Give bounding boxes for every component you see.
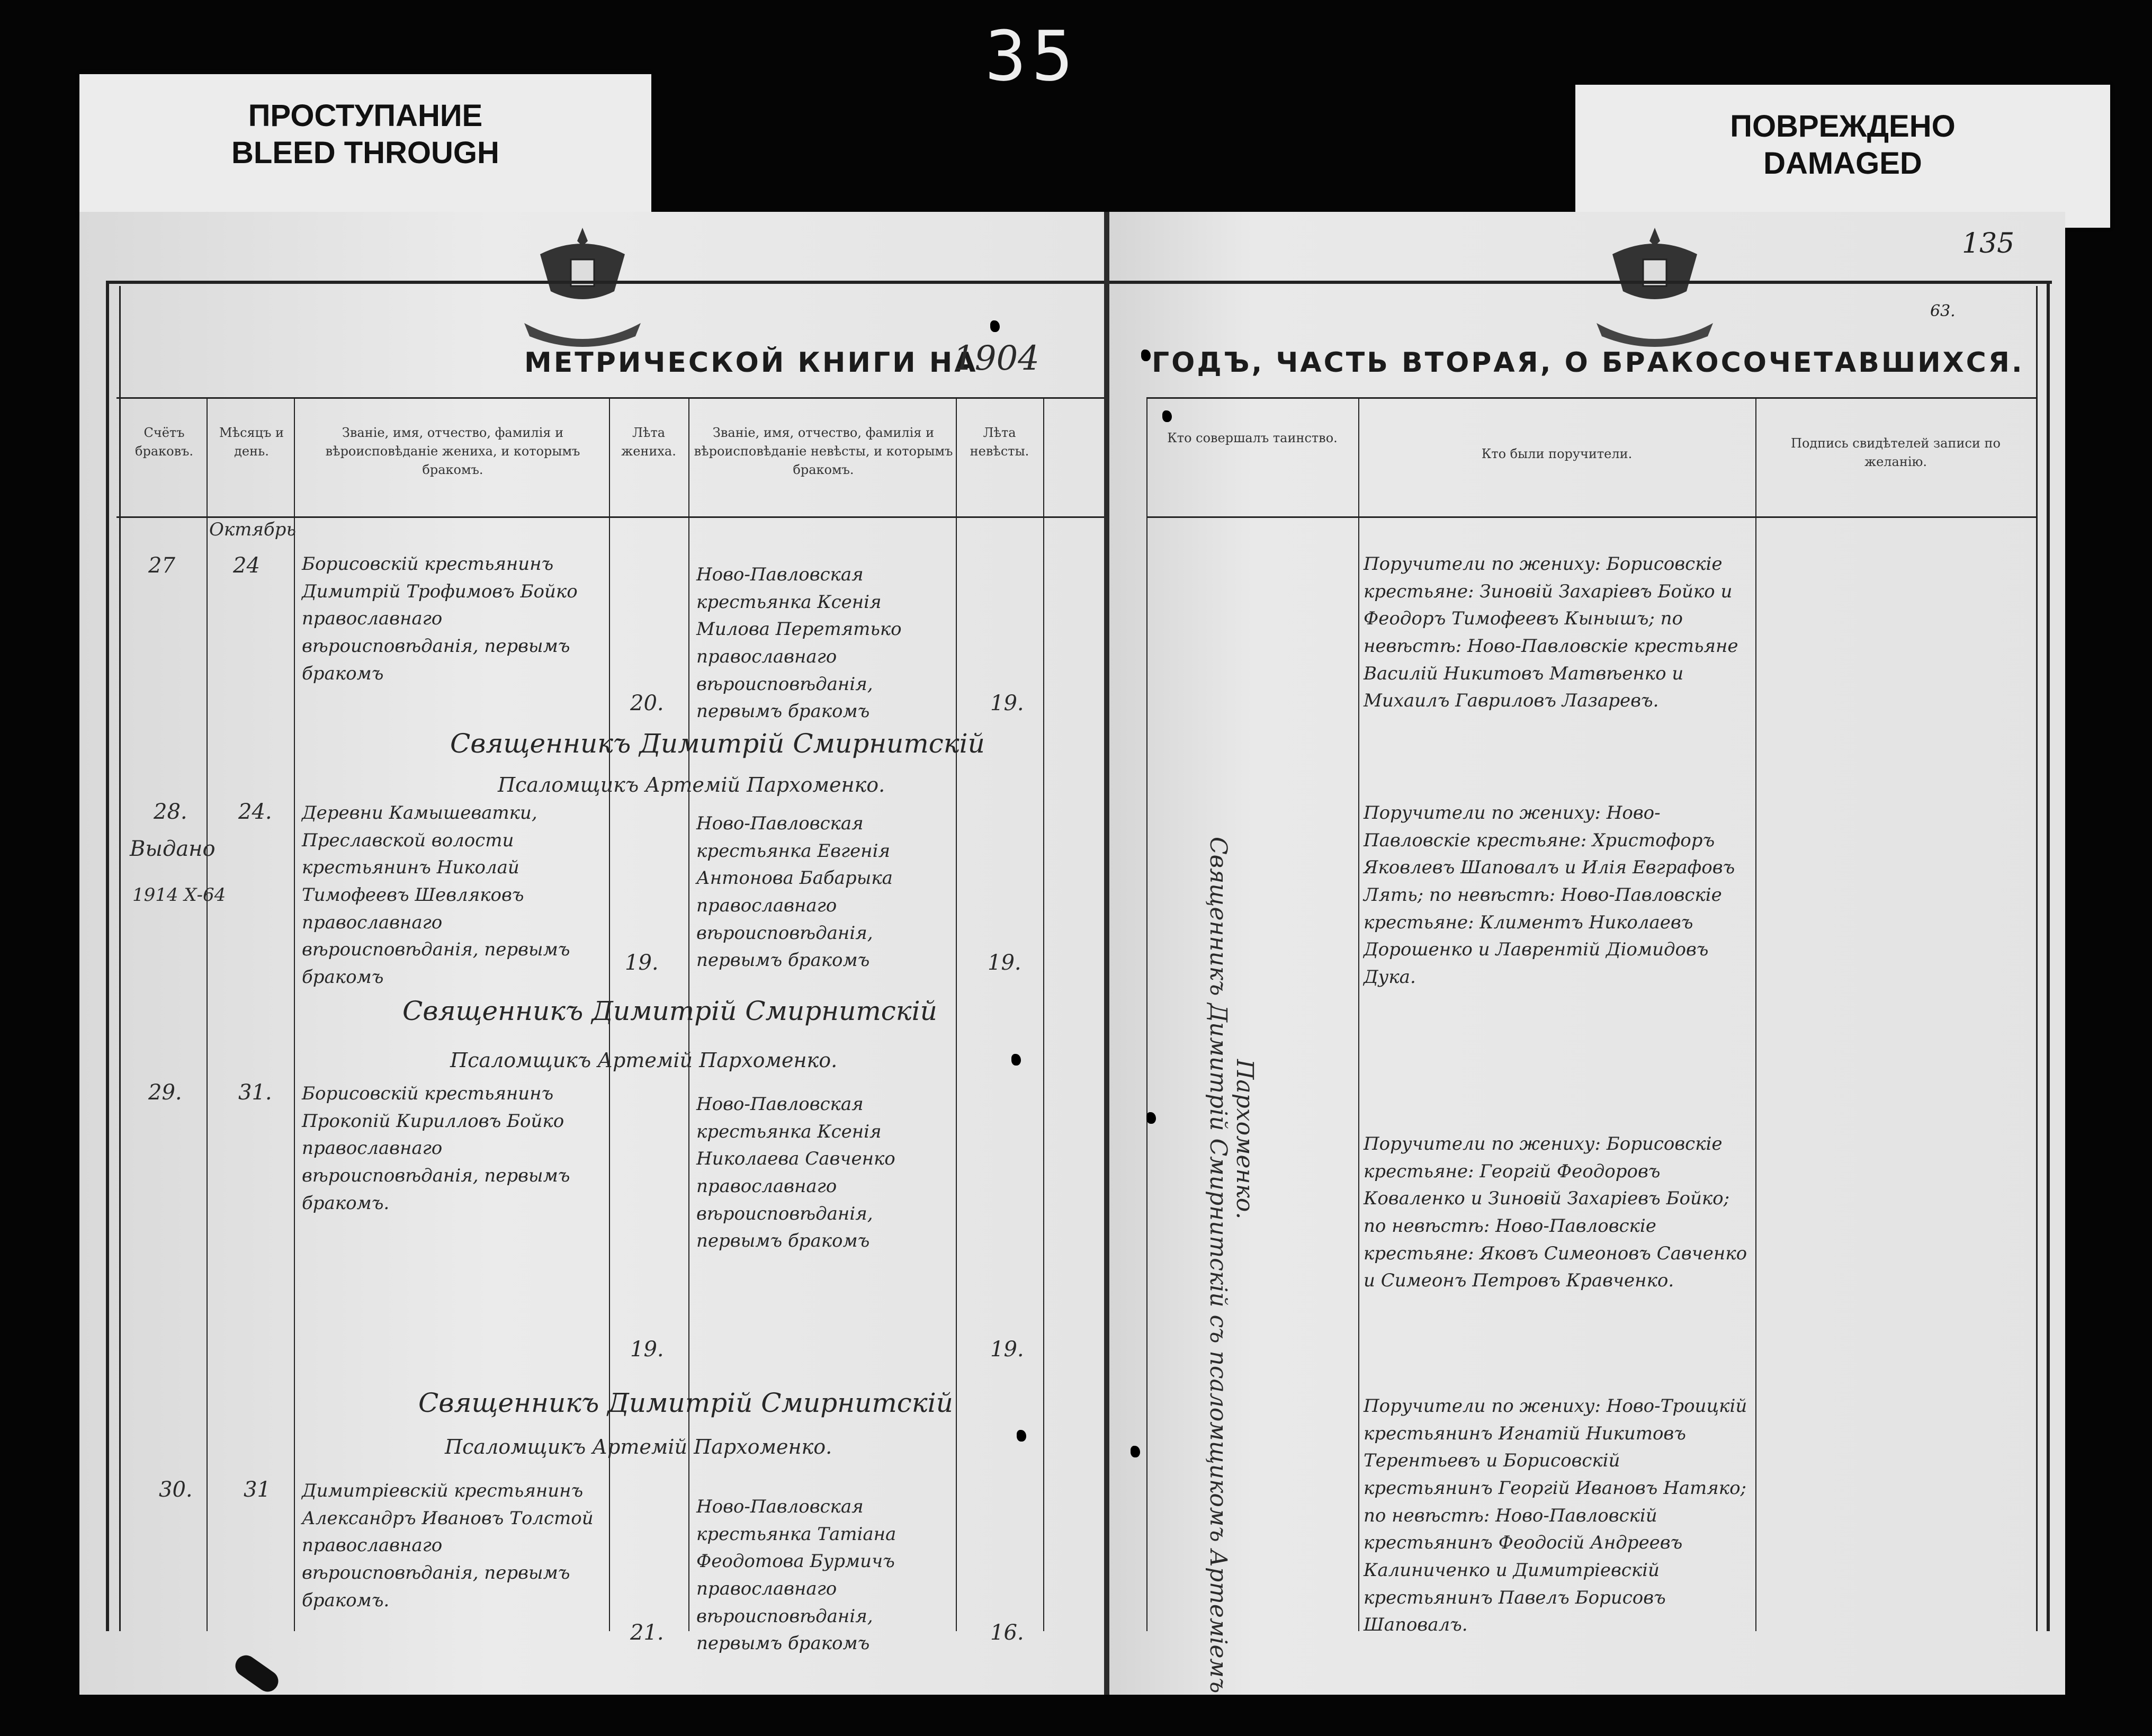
register-year: 1904 <box>953 339 1039 378</box>
heading-right: ГОДЪ, ЧАСТЬ ВТОРАЯ, О БРАКОСОЧЕТАВШИХСЯ. <box>1152 347 2024 379</box>
guarantors-text: Поручители по жениху: Ново-Павловскіе крестьяне: Христофоръ Яковлевъ Шаповалъ и Илія Евграфовъ Лять; по невѣстѣ: Ново-Павловскіе крестьяне: Климентъ Николаевъ Дорошенко и Лаврентій Діомидовъ Дука. <box>1364 802 1735 988</box>
groom-age: 19. <box>630 1337 664 1362</box>
damaged-label-en: DAMAGED <box>1763 146 1922 181</box>
bleed-through-label-ru: ПРОСТУПАНИЕ <box>248 99 483 133</box>
page-damage <box>1017 1430 1026 1442</box>
groom-text: Борисовскій крестьянинъ Димитрій Трофимовъ Бойко православнаго вѣроисповѣданія, первымъ бракомъ <box>302 553 578 684</box>
entry-no: 28. <box>154 800 187 824</box>
damaged-label-ru: ПОВРЕЖДЕНО <box>1730 109 1956 144</box>
entry-no: 27 <box>148 553 175 578</box>
bleed-through-label-en: BLEED THROUGH <box>231 136 499 170</box>
entry-no: 29. <box>148 1080 182 1105</box>
priest-signature: Священникъ Димитрій Смирнитскій <box>418 1388 953 1418</box>
groom-text: Борисовскій крестьянинъ Прокопій Кирилловъ Бойко православнаго вѣроисповѣданія, первымъ бракомъ. <box>302 1083 570 1214</box>
guarantors-text: Поручители по жениху: Борисовскіе крестьяне: Георгій Феодоровъ Коваленко и Зиновій Захаріевъ Бойко; по невѣстѣ: Ново-Павловскіе крестьяне: Яковъ Симеоновъ Савченко и Симеонъ Петровъ Кравченко. <box>1364 1133 1747 1292</box>
col-month-day: Мѣсяцъ и день. <box>219 425 284 459</box>
col-signatures: Подпись свидѣтелей записи по желанію. <box>1791 436 2001 469</box>
bride-age: 19. <box>990 1337 1024 1362</box>
groom-age: 19. <box>625 951 659 975</box>
groom-text: Деревни Камышеватки, Преславской волости крестьянинъ Николай Тимофеевъ Шевляковъ православнаго вѣроисповѣданія, первымъ бракомъ <box>302 802 570 988</box>
heading-left: МЕТРИЧЕСКОЙ КНИГИ НА <box>524 347 978 379</box>
register-book <box>64 212 2081 1705</box>
col-priest: Кто совершалъ таинство. <box>1167 431 1338 445</box>
col-marriage-count: Счётъ браковъ. <box>135 425 193 459</box>
imperial-eagle-emblem <box>1581 217 1729 355</box>
archive-number: 35 <box>985 16 1079 96</box>
priest-vertical-text: Священникъ Димитрій Смирнитскій съ псаломщикомъ Артеміемъ <box>1205 837 1232 1694</box>
guarantors-text: Поручители по жениху: Ново-Троицкій крестьянинъ Игнатій Никитовъ Терентьевъ и Борисовскій крестьянинъ Георгій Ивановъ Натяко; по невѣстѣ: Ново-Павловскій крестьянинъ Феодосій Андреевъ Калиниченко и Димитріевскій крестьянинъ Павелъ Борисовъ Шаповалъ. <box>1364 1395 1747 1636</box>
entry-day: 31 <box>244 1478 271 1502</box>
priest-signature: Священникъ Димитрій Смирнитскій <box>402 996 937 1026</box>
col-groom-age: Лѣта жениха. <box>621 425 676 459</box>
left-page <box>79 212 1107 1695</box>
groom-age: 20. <box>630 691 664 715</box>
guarantors-text: Поручители по жениху: Борисовскіе крестьяне: Зиновій Захаріевъ Бойко и Феодоръ Тимофеевъ Кынышъ; по невѣстѣ: Ново-Павловскіе крестьяне Василій Никитовъ Матвѣенко и Михаилъ Гавриловъ Лазаревъ. <box>1364 553 1738 712</box>
page-number: 63. <box>1930 302 1956 320</box>
priest-vertical-surname: Пархоменко. <box>1231 1059 1258 1220</box>
psalmist-signature: Псаломщикъ Артемій Пархоменко. <box>445 1435 832 1458</box>
page-damage <box>1162 410 1172 422</box>
month-label: Октябрь <box>209 519 296 540</box>
issued-note: Выдано <box>130 837 216 861</box>
page-damage <box>990 320 1000 332</box>
entry-day: 24. <box>238 800 272 824</box>
bleed-through-label <box>79 74 651 217</box>
imperial-eagle-emblem <box>508 217 657 355</box>
right-page <box>1109 212 2065 1695</box>
bride-text: Ново-Павловская крестьянка Ксенія Николаева Савченко православнаго вѣроисповѣданія, первымъ бракомъ <box>696 1094 895 1252</box>
col-bride-age: Лѣта невѣсты. <box>970 425 1029 459</box>
priest-signature: Священникъ Димитрій Смирнитскій <box>450 728 985 759</box>
bride-age: 16. <box>990 1621 1024 1645</box>
bride-text: Ново-Павловская крестьянка Татіана Феодотова Бурмичъ православнаго вѣроисповѣданія, первымъ бракомъ <box>696 1496 896 1654</box>
bride-age: 19. <box>988 951 1021 975</box>
entry-day: 24 <box>233 553 260 578</box>
page-damage <box>1011 1054 1021 1066</box>
entry-day: 31. <box>238 1080 272 1105</box>
col-groom: Званіе, имя, отчество, фамилія и вѣроисповѣданіе жениха, и которымъ бракомъ. <box>325 425 580 477</box>
bride-text: Ново-Павловская крестьянка Ксенія Милова Перетятько православнаго вѣроисповѣданія, первымъ бракомъ <box>696 564 902 722</box>
psalmist-signature: Псаломщикъ Артемій Пархоменко. <box>450 1049 838 1072</box>
psalmist-signature: Псаломщикъ Артемій Пархоменко. <box>498 773 885 797</box>
col-guarantors: Кто были поручители. <box>1481 446 1633 461</box>
bride-text: Ново-Павловская крестьянка Евгенія Антонова Бабарыка православнаго вѣроисповѣданія, первымъ бракомъ <box>696 813 893 971</box>
col-bride: Званіе, имя, отчество, фамилія и вѣроисповѣданіе невѣсты, и которымъ бракомъ. <box>694 425 953 477</box>
issued-note-ref: 1914 Х-64 <box>132 884 226 906</box>
entry-no: 30. <box>159 1478 193 1502</box>
groom-text: Димитріевскій крестьянинъ Александръ Ивановъ Толстой православнаго вѣроисповѣданія, первымъ бракомъ. <box>302 1480 594 1611</box>
page-damage <box>1141 350 1151 361</box>
page-damage <box>1146 1112 1156 1124</box>
damaged-label <box>1575 85 2110 228</box>
page-damage <box>1131 1446 1140 1457</box>
folio-number: 135 <box>1962 228 2015 259</box>
bride-age: 19. <box>990 691 1024 715</box>
groom-age: 21. <box>630 1621 664 1645</box>
